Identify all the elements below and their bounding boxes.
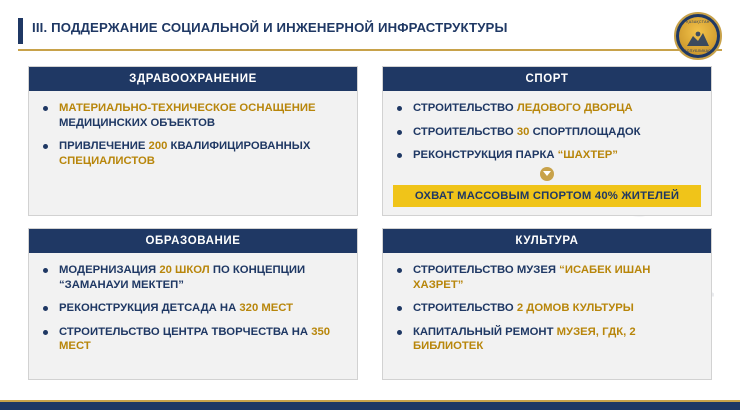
bullet-text-part: СПЕЦИАЛИСТОВ [59,154,155,167]
header-divider [18,49,722,51]
panel-healthcare [28,66,358,216]
list-item [393,301,701,316]
panel-healthcare-body [29,91,357,176]
highlight-text-part: ЖИТЕЛЕЙ [618,189,680,202]
panel-education [28,228,358,380]
bullet-text-part: СТРОИТЕЛЬСТВО [413,125,517,138]
bullet-dot-icon [397,106,402,111]
bullet-text-part: МАТЕРИАЛЬНО-ТЕХНИЧЕСКОЕ ОСНАЩЕНИЕ [59,102,316,114]
bullet-text-part: СТРОИТЕЛЬСТВО ЦЕНТРА ТВОРЧЕСТВА НА [59,325,312,338]
bullet-text-part: МОДЕРНИЗАЦИЯ [59,264,160,276]
bullet-text-part: МУЗЕЯ, ГДК, 2 БИБЛИОТЕК [413,325,636,352]
panel-education-body [29,253,357,362]
bullet-text-part: СТРОИТЕЛЬСТВО [413,302,517,314]
bullet-dot-icon [43,330,48,335]
education-bullet-list [39,263,347,354]
highlight-text-part: ОХВАТ МАССОВЫМ СПОРТОМ [414,189,595,202]
list-item [39,101,347,130]
panel-sport [382,66,712,216]
bullet-dot-icon [397,268,402,273]
bullet-dot-icon [397,153,402,158]
list-item [393,263,701,292]
panel-culture-body [383,253,711,362]
bullet-dot-icon [43,106,48,111]
bullet-text-part: СПОРТПЛОЩАДОК [529,125,641,138]
panel-healthcare-title: ЗДРАВООХРАНЕНИЕ [29,67,357,91]
list-item [39,325,347,354]
list-item [39,139,347,168]
bullet-text-part: “ИСАБЕК ИШАН ХАЗРЕТ” [413,264,651,291]
bullet-text-part: КВАЛИФИЦИРОВАННЫХ [167,140,311,152]
bullet-dot-icon [397,130,402,135]
bullet-text-part: СТРОИТЕЛЬСТВО [413,102,517,114]
down-arrow-icon [540,167,554,181]
sport-bullet-list [393,101,701,163]
bullet-text-part: “ШАХТЕР” [557,149,618,161]
bullet-text-part: 320 МЕСТ [239,302,294,314]
bullet-dot-icon [397,306,402,311]
sport-highlight-banner [393,185,701,207]
bullet-text-part: ПО КОНЦЕПЦИИ “ЗАМАНАУИ МЕКТЕП” [59,264,306,291]
emblem-figure-icon [685,30,711,48]
list-item [39,263,347,292]
list-item [393,148,701,163]
bullet-dot-icon [397,330,402,335]
bullet-text-part: 200 [148,140,168,152]
bullet-dot-icon [43,268,48,273]
bullet-text-part: 2 ДОМОВ КУЛЬТУРЫ [516,302,634,314]
bullet-text-part: КАПИТАЛЬНЫЙ РЕМОНТ [413,325,557,338]
bullet-dot-icon [43,144,48,149]
bullet-text-part: РЕКОНСТРУКЦИЯ ДЕТСАДА НА [59,302,240,314]
bullet-text-part: МЕДИЦИНСКИХ ОБЪЕКТОВ [59,116,216,129]
state-emblem-icon [674,12,722,60]
panel-sport-body [383,91,711,215]
list-item [393,125,701,140]
page-title: III. ПОДДЕРЖАНИЕ СОЦИАЛЬНОЙ И ИНЖЕНЕРНОЙ ИНФРАСТРУКТУРЫ [32,20,508,35]
emblem-top-text: ҚАЗАҚСТАН [686,20,710,24]
panel-education-title: ОБРАЗОВАНИЕ [29,229,357,253]
panel-culture [382,228,712,380]
emblem-bottom-text: РЕСПУБЛИКАСЫ [681,49,715,53]
bullet-dot-icon [43,306,48,311]
list-item [39,301,347,316]
bullet-text-part: 20 ШКОЛ [159,264,210,276]
bullet-text-part: ЛЕДОВОГО ДВОРЦА [516,102,633,114]
list-item [393,325,701,354]
panel-sport-title: СПОРТ [383,67,711,91]
page-header [18,14,722,52]
bullet-text-part: 350 МЕСТ [59,325,331,352]
list-item [393,101,701,116]
header-accent-bar [18,18,23,44]
bullet-text-part: РЕКОНСТРУКЦИЯ ПАРКА [413,149,558,161]
bullet-text-part: 30 [516,125,530,138]
bullet-text-part: ПРИВЛЕЧЕНИЕ [59,140,149,152]
panel-culture-title: КУЛЬТУРА [383,229,711,253]
culture-bullet-list [393,263,701,354]
footer-bar [0,402,740,410]
healthcare-bullet-list [39,101,347,168]
highlight-text-part: 40% [594,189,619,202]
bullet-text-part: СТРОИТЕЛЬСТВО МУЗЕЯ [413,264,560,276]
